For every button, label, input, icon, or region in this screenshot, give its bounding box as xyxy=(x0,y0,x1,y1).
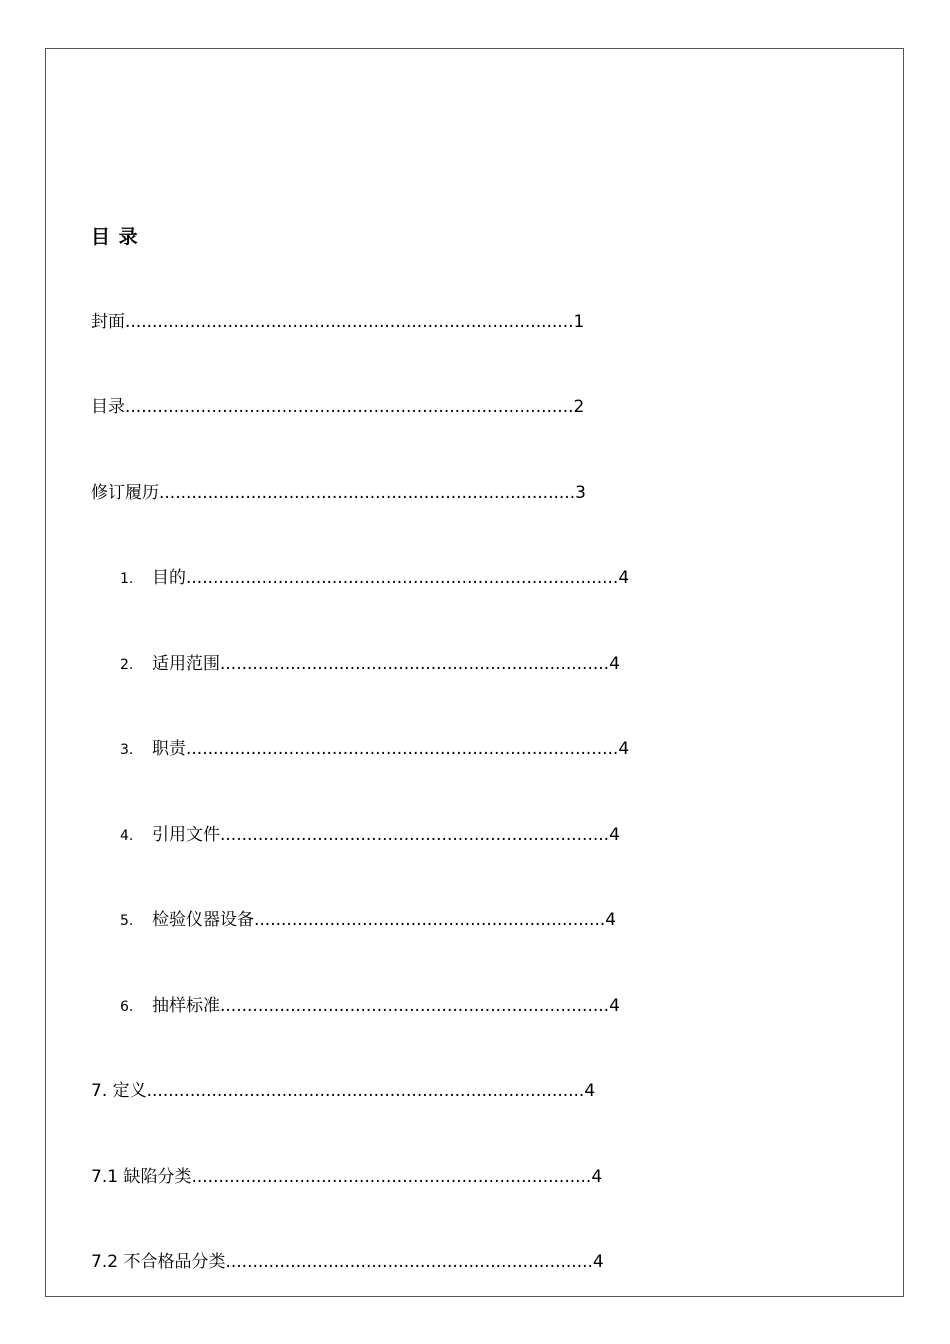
toc-leader-dots: ................................................................. xyxy=(254,910,606,930)
toc-leader-dots: ................................................................................ xyxy=(186,739,619,759)
toc-entry-sampling-standard[interactable] xyxy=(120,994,620,1018)
toc-page-number: 4 xyxy=(618,739,630,759)
toc-page-number: 3 xyxy=(575,483,586,503)
toc-page-number: 4 xyxy=(592,1252,604,1272)
toc-page-number: 4 xyxy=(609,825,620,845)
toc-entry-label: 引用文件 xyxy=(152,825,220,845)
toc-entry-cover[interactable] xyxy=(91,310,584,334)
toc-entry-label: 7. 定义 xyxy=(91,1081,147,1101)
toc-leader-dots: ................................................................................... xyxy=(125,312,574,332)
toc-entry-number: 2. xyxy=(120,657,134,673)
toc-entry-label: 目的 xyxy=(152,568,186,588)
toc-leader-dots: ................................................................................... xyxy=(125,397,574,417)
toc-leader-dots: .................................................................... xyxy=(225,1252,593,1272)
toc-leader-dots: ............................................................................. xyxy=(159,483,576,503)
toc-leader-dots: ........................................................................ xyxy=(220,996,610,1016)
toc-entry-number: 5. xyxy=(120,913,134,929)
toc-page-number: 1 xyxy=(573,312,585,332)
toc-entry-label: 职责 xyxy=(152,739,186,759)
toc-page-number: 4 xyxy=(609,654,620,674)
toc-entry-label: 目录 xyxy=(91,397,125,417)
toc-entry-nonconforming-classification[interactable] xyxy=(91,1250,604,1274)
toc-entry-inspection-equipment[interactable] xyxy=(120,908,616,932)
toc-page-number: 4 xyxy=(609,996,620,1016)
toc-entry-scope[interactable] xyxy=(120,652,620,676)
toc-entry-revision-history[interactable] xyxy=(91,481,586,505)
toc-title: 目 录 xyxy=(91,226,139,248)
toc-entry-label: 抽样标准 xyxy=(152,996,220,1016)
toc-entry-label: 7.1 缺陷分类 xyxy=(91,1167,192,1187)
toc-entry-defect-classification[interactable] xyxy=(91,1165,602,1189)
toc-entry-purpose[interactable] xyxy=(120,566,629,590)
toc-entry-contents[interactable] xyxy=(91,395,584,419)
toc-entry-referenced-docs[interactable] xyxy=(120,823,620,847)
toc-leader-dots: ........................................................................ xyxy=(220,654,610,674)
toc-leader-dots: ........................................................................ xyxy=(220,825,610,845)
toc-page-number: 4 xyxy=(591,1167,603,1187)
toc-page-number: 4 xyxy=(605,910,617,930)
toc-entry-label: 适用范围 xyxy=(152,654,220,674)
toc-entry-label: 检验仪器设备 xyxy=(152,910,254,930)
toc-entry-label: 7.2 不合格品分类 xyxy=(91,1252,226,1272)
toc-entry-label: 修订履历 xyxy=(91,483,159,503)
toc-leader-dots: ................................................................................ xyxy=(186,568,619,588)
toc-entry-label: 封面 xyxy=(91,312,125,332)
toc-page-number: 2 xyxy=(573,397,585,417)
toc-entry-number: 4. xyxy=(120,828,134,844)
toc-page-number: 4 xyxy=(584,1081,596,1101)
toc-entry-number: 6. xyxy=(120,999,134,1015)
toc-entry-definitions[interactable] xyxy=(91,1079,595,1103)
toc-entry-responsibilities[interactable] xyxy=(120,737,629,761)
toc-entry-number: 3. xyxy=(120,742,134,758)
toc-page-number: 4 xyxy=(618,568,630,588)
toc-leader-dots: ................................................................................. xyxy=(146,1081,585,1101)
toc-leader-dots: .......................................................................... xyxy=(191,1167,592,1187)
toc-entry-number: 1. xyxy=(120,571,134,587)
